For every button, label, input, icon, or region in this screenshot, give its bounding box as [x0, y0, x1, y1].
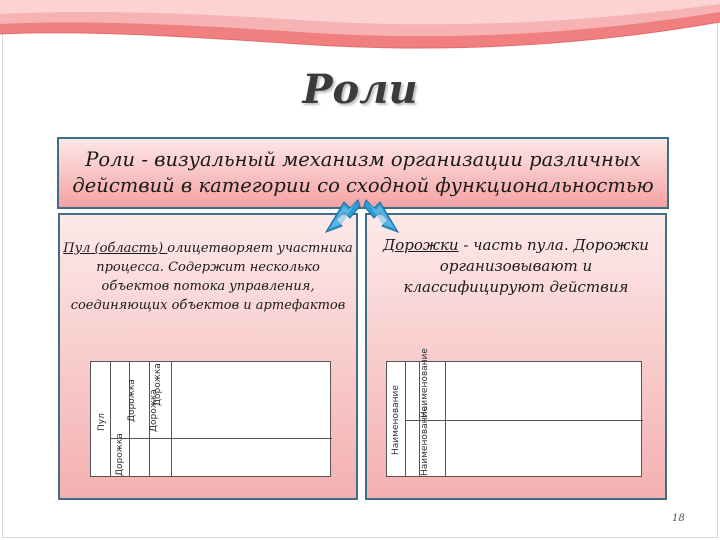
- lanes-term: Дорожки: [383, 236, 459, 254]
- page-number: 18: [672, 513, 685, 524]
- pool-name-label: Наименование: [391, 385, 401, 455]
- arrow-down-left-icon: [326, 200, 360, 232]
- pool-description: [60, 239, 356, 315]
- pool-text: олицетворяет участника процесса. Содержит несколько объектов потока управления, соединяющих объектов и артефактов: [70, 241, 353, 313]
- pool-term: Пул (область): [63, 241, 168, 256]
- definition-line-1: Роли - визуальный механизм организации различных: [85, 148, 641, 171]
- lanes-description: [367, 235, 665, 298]
- arrow-icons: [322, 196, 402, 244]
- pool-diagram: [90, 361, 331, 477]
- slide-title: Роли: [302, 66, 418, 113]
- lanes-diagram: [386, 348, 642, 477]
- lane-label: Дорожка: [115, 433, 125, 476]
- lane-label: Дорожка: [127, 379, 137, 422]
- header-decoration: [0, 0, 720, 60]
- lane-label: Дорожка: [149, 389, 159, 432]
- pool-label: Пул: [97, 413, 107, 431]
- lanes-text: - часть пула. Дорожки организовывают и классифицируют действия: [403, 236, 649, 296]
- lane-name-label: Наименование: [420, 406, 430, 476]
- arrow-down-right-icon: [364, 200, 398, 232]
- definition-line-2: действий в категории со сходной функциональностью: [72, 174, 654, 197]
- lane-label: Дорожка: [153, 363, 163, 406]
- lane-name-label: Наименование: [420, 348, 430, 418]
